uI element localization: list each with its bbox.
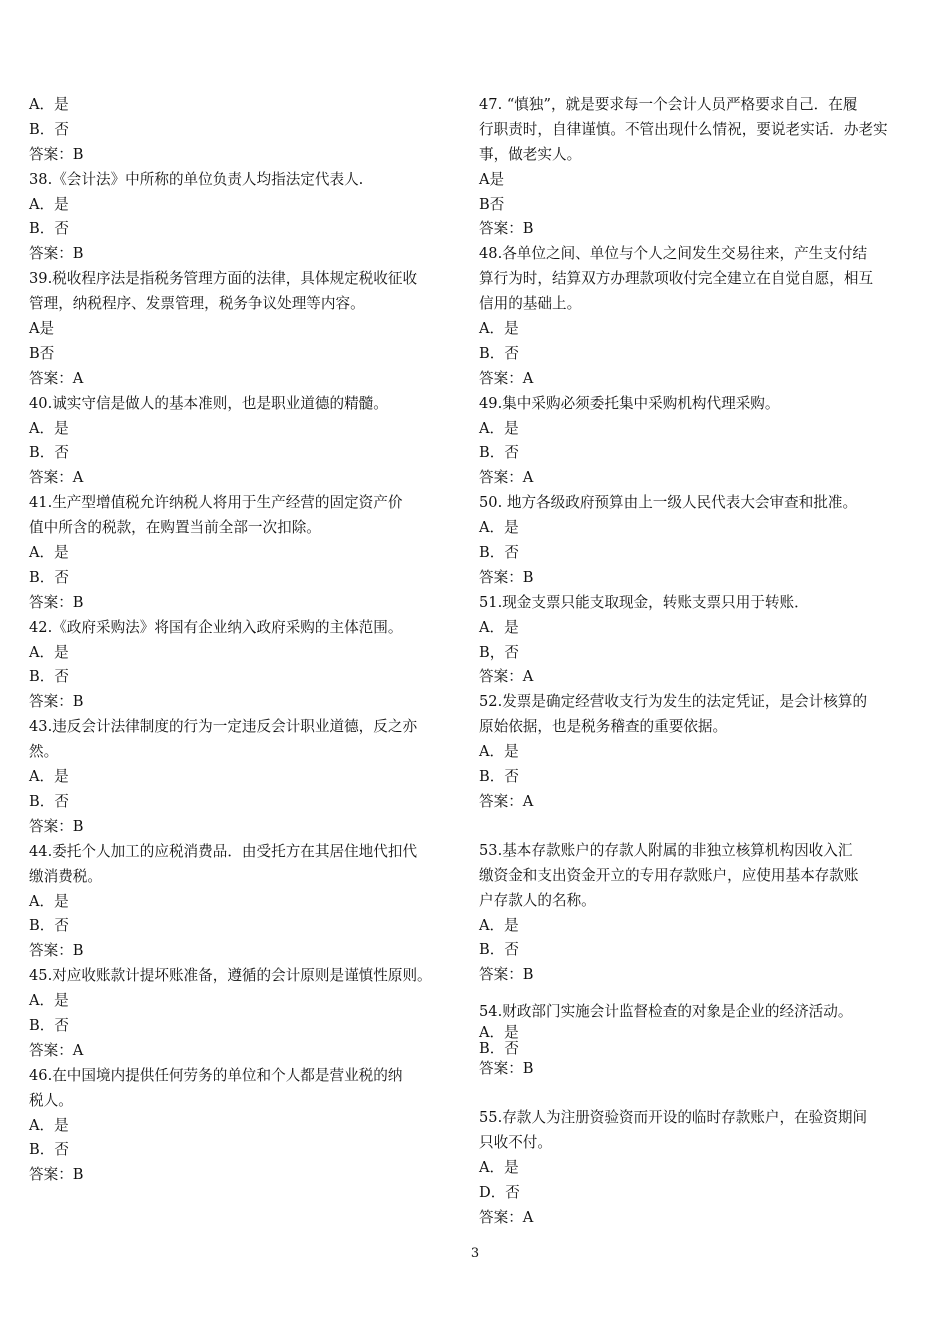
text-line: B．否 <box>479 768 519 786</box>
question-54: 54.财政部门实施会计监督检查的对象是企业的经济活动。 <box>479 1003 853 1021</box>
text-line: 答案：B <box>29 593 84 611</box>
text-line: 税人。 <box>29 1091 73 1109</box>
text-line: 答案：A <box>479 1208 534 1226</box>
text-line: A．是 <box>479 618 519 636</box>
text-line: 只收不付。 <box>479 1133 552 1151</box>
text-line: B否 <box>29 344 55 362</box>
text-line: 户存款人的名称。 <box>479 891 596 909</box>
text-line: A．是 <box>29 544 69 562</box>
text-line: 答案：B <box>29 245 84 263</box>
text-line: 原始依据，也是税务稽查的重要依据。 <box>479 718 728 736</box>
text-line: A是 <box>29 320 55 338</box>
text-line: 值中所含的税款，在购置当前全部一次扣除。 <box>29 519 321 537</box>
text-line: 答案：B <box>29 693 84 711</box>
question-38: 38.《会计法》中所称的单位负责人均指法定代表人. <box>29 170 364 188</box>
text-line: A．是 <box>29 1116 69 1134</box>
text-line: 答案：A <box>29 1041 84 1059</box>
text-line: 事，做老实人。 <box>479 145 582 163</box>
page-number: 3 <box>470 1246 480 1261</box>
text-line: A．是 <box>29 195 69 213</box>
text-line: A．是 <box>479 743 519 761</box>
question-52: 52.发票是确定经营收支行为发生的法定凭证，是会计核算的 <box>479 693 868 711</box>
text-line: 算行为时，结算双方办理款项收付完全建立在自觉自愿，相互 <box>479 270 874 288</box>
text-line: A．是 <box>29 96 69 113</box>
question-43: 43.违反会计法律制度的行为一定违反会计职业道德，反之亦 <box>29 718 418 736</box>
text-line: 答案：B <box>29 817 84 835</box>
text-line: B．否 <box>29 1016 69 1034</box>
text-line: 答案：B <box>29 145 84 163</box>
text-line: 答案：A <box>479 668 534 686</box>
text-line: B．否 <box>29 444 69 462</box>
text-line: A．是 <box>29 643 69 661</box>
text-line: B．否 <box>479 544 519 562</box>
text-line: A．是 <box>479 916 519 934</box>
text-line: B．否 <box>479 344 519 362</box>
question-41: 41.生产型增值税允许纳税人将用于生产经营的固定资产价 <box>29 494 403 512</box>
question-55: 55.存款人为注册资验资而开设的临时存款账户，在验资期间 <box>479 1108 868 1126</box>
text-line: 答案：B <box>479 568 534 586</box>
text-line: 答案：B <box>479 966 534 984</box>
question-50: 50. 地方各级政府预算由上一级人民代表大会审查和批准。 <box>479 494 858 512</box>
text-line: 缴消费税。 <box>29 867 102 885</box>
left-column <box>29 93 475 1188</box>
text-line: B．否 <box>29 220 69 238</box>
text-line: A．是 <box>479 1024 519 1042</box>
spacer <box>479 1082 925 1106</box>
text-line: B．否 <box>479 444 519 462</box>
question-51: 51.现金支票只能支取现金，转账支票只用于转账． <box>479 593 809 611</box>
question-47: 47. “慎独”，就是要求每一个会计人员严格要求自己．在履 <box>479 96 858 113</box>
question-49: 49.集中采购必须委托集中采购机构代理采购。 <box>479 394 780 412</box>
text-line: A．是 <box>29 419 69 437</box>
text-line: 答案：A <box>29 469 84 487</box>
question-53: 53.基本存款账户的存款人附属的非独立核算机构因收入汇 <box>479 841 853 859</box>
text-line: B．否 <box>29 917 69 935</box>
question-39: 39.税收程序法是指税务管理方面的法律，具体规定税收征收 <box>29 270 418 288</box>
text-line: B否 <box>479 195 505 213</box>
text-line: 答案：A <box>479 469 534 487</box>
text-line: 然。 <box>29 743 59 761</box>
text-line: A．是 <box>479 519 519 537</box>
right-column <box>479 93 925 1230</box>
text-line: B．否 <box>479 941 519 959</box>
spacer <box>479 815 925 839</box>
text-line: 答案：A <box>479 792 534 810</box>
text-line: D．否 <box>479 1183 520 1201</box>
text-line: A．是 <box>29 768 69 786</box>
question-46: 46.在中国境内提供任何劳务的单位和个人都是营业税的纳 <box>29 1066 403 1084</box>
text-line: 答案：B <box>29 942 84 960</box>
text-line: 缴资金和支出资金开立的专用存款账户，应使用基本存款账 <box>479 866 859 884</box>
text-line: 管理，纳税程序、发票管理，税务争议处理等内容。 <box>29 295 365 313</box>
text-line: A．是 <box>479 419 519 437</box>
text-line: 信用的基础上。 <box>479 295 582 313</box>
text-line: A．是 <box>29 992 69 1010</box>
question-42: 42.《政府采购法》将国有企业纳入政府采购的主体范围。 <box>29 618 403 636</box>
text-line: 答案：B <box>479 1060 534 1078</box>
text-line: A是 <box>479 170 505 188</box>
text-line: 答案：A <box>479 369 534 387</box>
text-line: B．否 <box>29 120 69 138</box>
text-line: 答案：B <box>479 220 534 238</box>
text-line: B．否 <box>29 792 69 810</box>
question-40: 40.诚实守信是做人的基本准则，也是职业道德的精髓。 <box>29 394 388 412</box>
text-line: B，否 <box>479 643 519 661</box>
question-44: 44.委托个人加工的应税消费品．由受托方在其居住地代扣代 <box>29 842 418 860</box>
text-line: B．否 <box>29 668 69 686</box>
text-line: B．否 <box>479 1040 519 1058</box>
spacer <box>479 988 925 1000</box>
text-line: B．否 <box>29 568 69 586</box>
text-line: A．是 <box>29 892 69 910</box>
text-line: A．是 <box>479 320 519 338</box>
text-line: 答案：A <box>29 369 84 387</box>
question-45: 45.对应收账款计提坏账准备，遵循的会计原则是谨慎性原则。 <box>29 967 432 985</box>
text-line: A．是 <box>479 1158 519 1176</box>
text-line: B．否 <box>29 1141 69 1159</box>
text-line: 答案：B <box>29 1166 84 1184</box>
question-48: 48.各单位之间、单位与个人之间发生交易往来，产生支付结 <box>479 245 868 263</box>
text-line: 行职责时，自律谨慎。不管出现什么情祝，要说老实话．办老实 <box>479 120 888 138</box>
